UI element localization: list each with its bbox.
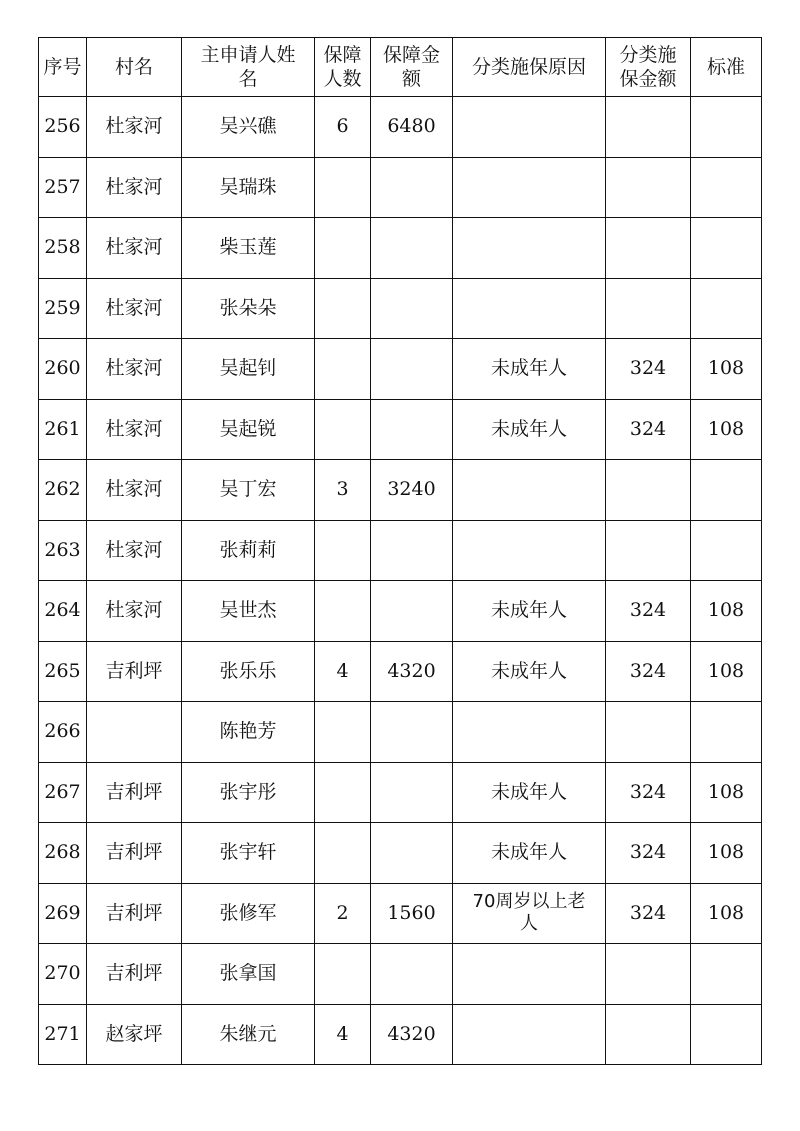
cell-village xyxy=(87,702,182,763)
cell-serial: 263 xyxy=(39,520,87,581)
cell-category-reason xyxy=(453,97,606,158)
assistance-table xyxy=(38,37,762,1065)
cell-category-reason xyxy=(453,1004,606,1065)
table-row xyxy=(39,399,762,460)
cell-persons xyxy=(315,944,371,1005)
cell-applicant: 吴起钊 xyxy=(182,339,315,400)
cell-category-reason: 未成年人 xyxy=(453,581,606,642)
cell-standard xyxy=(691,97,762,158)
cell-category-amount xyxy=(606,520,691,581)
cell-serial: 267 xyxy=(39,762,87,823)
cell-applicant: 张宇彤 xyxy=(182,762,315,823)
cell-amount xyxy=(371,339,453,400)
cell-category-amount xyxy=(606,218,691,279)
document-page xyxy=(38,37,761,1065)
cell-category-reason xyxy=(453,218,606,279)
cell-persons xyxy=(315,823,371,884)
cell-serial: 258 xyxy=(39,218,87,279)
header-standard: 标准 xyxy=(691,38,762,97)
cell-category-amount: 324 xyxy=(606,581,691,642)
cell-category-amount: 324 xyxy=(606,823,691,884)
cell-category-amount: 324 xyxy=(606,762,691,823)
cell-village: 杜家河 xyxy=(87,460,182,521)
cell-village: 杜家河 xyxy=(87,278,182,339)
table-row xyxy=(39,823,762,884)
cell-village: 杜家河 xyxy=(87,157,182,218)
cell-amount xyxy=(371,702,453,763)
cell-standard: 108 xyxy=(691,399,762,460)
cell-amount xyxy=(371,520,453,581)
cell-category-reason: 未成年人 xyxy=(453,762,606,823)
cell-standard: 108 xyxy=(691,883,762,944)
cell-village: 杜家河 xyxy=(87,399,182,460)
table-row xyxy=(39,944,762,1005)
cell-standard: 108 xyxy=(691,641,762,702)
cell-persons: 2 xyxy=(315,883,371,944)
cell-category-amount xyxy=(606,944,691,1005)
cell-serial: 271 xyxy=(39,1004,87,1065)
cell-category-amount: 324 xyxy=(606,641,691,702)
cell-amount xyxy=(371,218,453,279)
cell-category-reason: 未成年人 xyxy=(453,399,606,460)
cell-serial: 270 xyxy=(39,944,87,1005)
cell-category-amount xyxy=(606,97,691,158)
cell-standard: 108 xyxy=(691,762,762,823)
header-category-reason: 分类施保原因 xyxy=(453,38,606,97)
cell-amount: 3240 xyxy=(371,460,453,521)
cell-amount xyxy=(371,581,453,642)
cell-standard xyxy=(691,460,762,521)
cell-category-amount xyxy=(606,1004,691,1065)
cell-village: 吉利坪 xyxy=(87,944,182,1005)
cell-applicant: 张修军 xyxy=(182,883,315,944)
cell-persons xyxy=(315,581,371,642)
table-row xyxy=(39,460,762,521)
cell-applicant: 吴兴礁 xyxy=(182,97,315,158)
cell-applicant: 朱继元 xyxy=(182,1004,315,1065)
cell-serial: 266 xyxy=(39,702,87,763)
cell-village: 吉利坪 xyxy=(87,883,182,944)
table-row xyxy=(39,883,762,944)
cell-serial: 259 xyxy=(39,278,87,339)
cell-amount xyxy=(371,157,453,218)
header-village: 村名 xyxy=(87,38,182,97)
cell-village: 杜家河 xyxy=(87,97,182,158)
cell-category-amount: 324 xyxy=(606,339,691,400)
cell-serial: 260 xyxy=(39,339,87,400)
table-row xyxy=(39,218,762,279)
cell-category-reason: 70周岁以上老人 xyxy=(453,883,606,944)
cell-persons: 6 xyxy=(315,97,371,158)
cell-serial: 257 xyxy=(39,157,87,218)
cell-applicant: 张朵朵 xyxy=(182,278,315,339)
cell-standard xyxy=(691,278,762,339)
cell-amount xyxy=(371,399,453,460)
cell-persons xyxy=(315,702,371,763)
cell-persons xyxy=(315,278,371,339)
cell-village: 吉利坪 xyxy=(87,641,182,702)
table-row xyxy=(39,702,762,763)
table-row xyxy=(39,581,762,642)
cell-standard: 108 xyxy=(691,581,762,642)
cell-serial: 265 xyxy=(39,641,87,702)
cell-persons: 3 xyxy=(315,460,371,521)
table-header-row xyxy=(39,38,762,97)
header-amount: 保障金额 xyxy=(371,38,453,97)
cell-village: 吉利坪 xyxy=(87,823,182,884)
cell-category-amount xyxy=(606,157,691,218)
header-persons: 保障人数 xyxy=(315,38,371,97)
cell-category-amount xyxy=(606,460,691,521)
cell-category-reason: 未成年人 xyxy=(453,823,606,884)
cell-amount xyxy=(371,278,453,339)
cell-persons xyxy=(315,218,371,279)
cell-village: 杜家河 xyxy=(87,218,182,279)
cell-category-reason xyxy=(453,278,606,339)
cell-standard xyxy=(691,702,762,763)
cell-category-reason: 未成年人 xyxy=(453,641,606,702)
cell-standard: 108 xyxy=(691,339,762,400)
cell-applicant: 陈艳芳 xyxy=(182,702,315,763)
cell-category-amount: 324 xyxy=(606,399,691,460)
cell-village: 吉利坪 xyxy=(87,762,182,823)
table-row xyxy=(39,97,762,158)
cell-persons xyxy=(315,520,371,581)
table-row xyxy=(39,1004,762,1065)
header-category-amount: 分类施保金额 xyxy=(606,38,691,97)
cell-applicant: 吴世杰 xyxy=(182,581,315,642)
cell-serial: 261 xyxy=(39,399,87,460)
cell-serial: 256 xyxy=(39,97,87,158)
table-row xyxy=(39,339,762,400)
cell-village: 杜家河 xyxy=(87,581,182,642)
cell-applicant: 吴瑞珠 xyxy=(182,157,315,218)
cell-serial: 268 xyxy=(39,823,87,884)
cell-village: 杜家河 xyxy=(87,520,182,581)
cell-category-amount xyxy=(606,702,691,763)
cell-standard xyxy=(691,944,762,1005)
header-applicant: 主申请人姓名 xyxy=(182,38,315,97)
cell-category-reason xyxy=(453,520,606,581)
cell-standard xyxy=(691,218,762,279)
table-row xyxy=(39,762,762,823)
header-serial: 序号 xyxy=(39,38,87,97)
cell-applicant: 吴丁宏 xyxy=(182,460,315,521)
cell-persons xyxy=(315,157,371,218)
cell-serial: 262 xyxy=(39,460,87,521)
table-body xyxy=(39,97,762,1065)
cell-amount: 4320 xyxy=(371,1004,453,1065)
cell-category-reason xyxy=(453,460,606,521)
cell-standard xyxy=(691,157,762,218)
cell-applicant: 张莉莉 xyxy=(182,520,315,581)
cell-standard xyxy=(691,1004,762,1065)
cell-category-reason xyxy=(453,944,606,1005)
cell-serial: 269 xyxy=(39,883,87,944)
cell-amount xyxy=(371,762,453,823)
cell-persons xyxy=(315,339,371,400)
table-row xyxy=(39,278,762,339)
cell-serial: 264 xyxy=(39,581,87,642)
cell-amount xyxy=(371,823,453,884)
cell-persons: 4 xyxy=(315,641,371,702)
cell-persons: 4 xyxy=(315,1004,371,1065)
cell-amount xyxy=(371,944,453,1005)
cell-applicant: 柴玉莲 xyxy=(182,218,315,279)
cell-category-amount xyxy=(606,278,691,339)
cell-standard xyxy=(691,520,762,581)
cell-category-reason xyxy=(453,157,606,218)
cell-standard: 108 xyxy=(691,823,762,884)
cell-applicant: 张乐乐 xyxy=(182,641,315,702)
cell-applicant: 张宇轩 xyxy=(182,823,315,884)
cell-persons xyxy=(315,399,371,460)
cell-village: 赵家坪 xyxy=(87,1004,182,1065)
cell-applicant: 张拿国 xyxy=(182,944,315,1005)
cell-category-reason: 未成年人 xyxy=(453,339,606,400)
table-row xyxy=(39,157,762,218)
cell-amount: 4320 xyxy=(371,641,453,702)
cell-amount: 6480 xyxy=(371,97,453,158)
cell-applicant: 吴起锐 xyxy=(182,399,315,460)
table-row xyxy=(39,520,762,581)
cell-persons xyxy=(315,762,371,823)
cell-category-amount: 324 xyxy=(606,883,691,944)
cell-village: 杜家河 xyxy=(87,339,182,400)
cell-amount: 1560 xyxy=(371,883,453,944)
table-row xyxy=(39,641,762,702)
cell-category-reason xyxy=(453,702,606,763)
